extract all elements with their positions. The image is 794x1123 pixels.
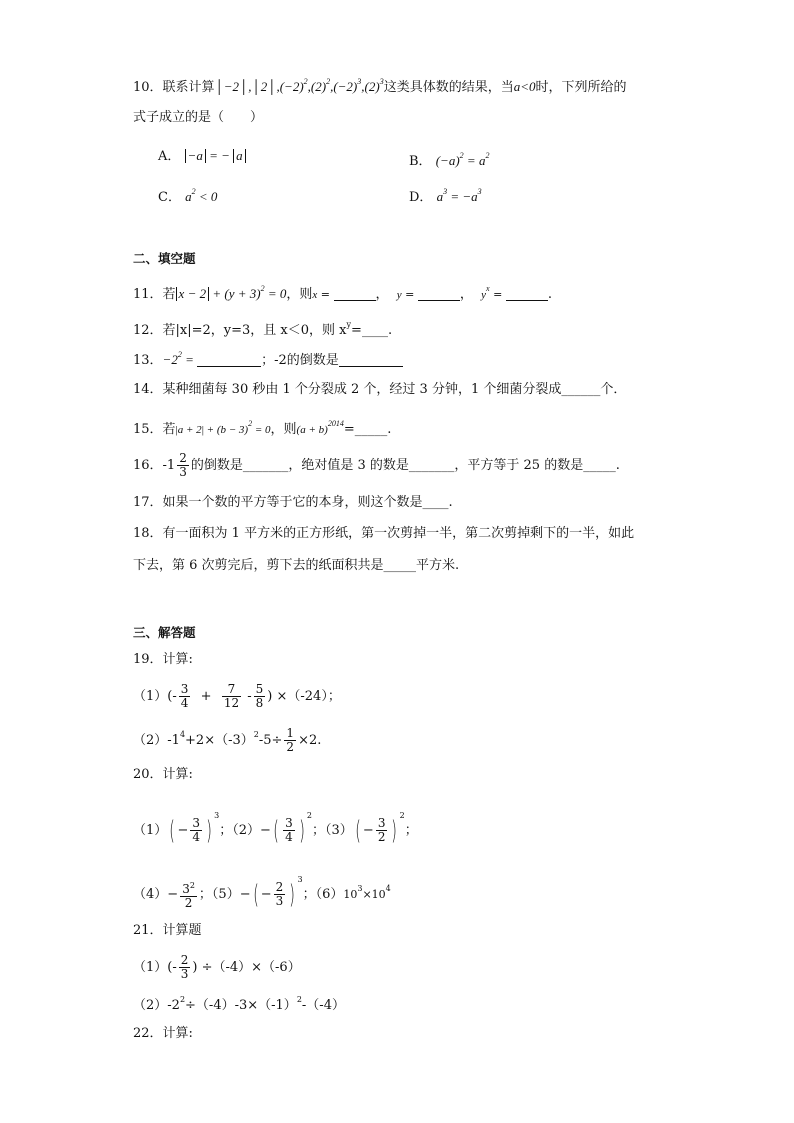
q11-blank-x[interactable] [334,286,376,301]
q15-tail: =_____. [343,422,392,437]
option-a-label: A． [158,149,181,164]
q10-line1 [133,72,627,98]
q21-part1 [133,954,301,981]
q20-frac-c: $\frac{3}{2}$ [377,816,386,844]
q16-number: 16．-1 [133,458,176,473]
q12-text: 12．若|x|=2，y=3，且 x＜0，则 x [133,323,347,338]
q15 [133,414,391,440]
q19-p2-exp2: 2 [253,730,259,739]
q19-frac-3: $\frac{5}{8}$ [255,682,264,710]
q20-exp-a: 3 [214,811,220,820]
option-c-label: C． [158,190,181,205]
q21-p2-mid: ÷（-4）-3×（-1） [185,998,297,1013]
q19-p2-pre: （2）-1 [133,733,180,748]
q10-number: 10． [133,80,163,95]
q20-p6: ；（6） [302,887,344,902]
q19-frac-2: $\frac{7}{12}$ [223,682,240,710]
q20-times: × [362,888,372,901]
q20-base-2: 10 [371,888,386,901]
q20-exp-b: 2 [306,811,312,820]
q19-frac-1: $\frac{3}{4}$ [180,682,189,710]
q20-exp-f1: 3 [357,884,363,893]
q14: 14．某种细菌每 30 秒由 1 个分裂成 2 个，经过 3 分钟，1 个细菌分裂成______个． [133,382,627,397]
option-c-expr: $a^2 < 0$ [185,187,218,204]
q19-p2-exp: 4 [179,730,186,739]
q20-exp-e: 3 [297,875,303,884]
q15-then: ，则 [270,422,297,437]
q19-frac-4: $\frac{1}{2}$ [286,726,295,754]
q13-expr: $-2^2$ = [162,350,198,367]
section-fill-blank-title: 二、填空题 [133,251,196,266]
q11-y: y [396,289,402,301]
q13-blank-1[interactable] [197,352,261,367]
q19-title: 19．计算: [133,652,193,667]
q20-frac-a: $\frac{3}{4}$ [192,816,200,844]
q19-minus: - [247,689,252,704]
q21-p2-exp2: 2 [296,995,302,1004]
q20-p1: （1） [133,823,168,838]
q16-fraction: $\frac{2}{3}$ [179,451,187,479]
q19-p1-pre: （1）(- [133,689,177,704]
q13-number: 13． [133,353,163,368]
q19-p2-mid: +2×（-3） [185,733,254,748]
q13-blank-2[interactable] [339,352,403,367]
q18-line2: 下去，第 6 次剪完后，剪下去的纸面积共是_____平方米. [133,558,460,573]
q16-text: 的倒数是_______，绝对值是 3 的数是_______，平方等于 25 的数是_____. [190,458,620,473]
q11-blank-yx[interactable] [506,286,548,301]
q21-p2-exp: 2 [179,995,186,1004]
q11-blank-y[interactable] [418,286,460,301]
q21-frac: $\frac{2}{3}$ [180,953,189,981]
q21-p2: （2）-2 [133,998,180,1013]
q20-base-1: 10 [343,888,358,901]
q19-p2-post: ×2. [298,733,322,748]
q11-number: 11．若 [133,287,176,302]
q21-title: 21．计算题 [133,923,202,938]
q20-frac-d: $\frac{3^2}{2}$ [182,881,195,910]
q17: 17．如果一个数的平方等于它的本身，则这个数是____. [133,495,453,510]
q12 [133,315,392,341]
q20-row2: （4）− $\frac{3^2}{2}$ ；（5）−( − $\frac{2}{3}$ ) $^3$；$(6)10^3\times 10^4$ [133,875,391,910]
option-b-expr: $(-a)^2 = a^2$ [435,151,490,168]
option-b-label: B． [409,154,432,169]
q16 [133,452,620,479]
q21-p1-post: ) ÷（-4）×（-6） [192,960,301,975]
q21-p1-pre: （1）(- [133,960,177,975]
q10-option-c [158,182,217,208]
q19-part1 [133,683,341,710]
q19-part2 [133,725,321,754]
q10-text-b: 这类具体数的结果，当 [383,80,514,95]
q19-p1-post: ) ×（-24）； [267,689,341,704]
q18-line1: 18．有一面积为 1 平方米的正方形纸，第一次剪掉一半，第二次剪掉剩下的一半，如此 [133,526,635,541]
q20-exp-f2: 4 [385,884,391,893]
q21-part2 [133,990,345,1016]
option-d-label: D． [409,190,433,205]
q20-p5: ；（5） [198,887,240,902]
q10-option-d [409,182,482,208]
q13 [133,345,403,371]
q11-then: ，则 [286,287,313,302]
q10-condition: a<0 [513,79,536,94]
q15-condition: $|a + 2| + (b - 3)^2 = 0$ [175,419,271,436]
q15-expr: $(a + b)^{2014}$ [296,419,344,436]
q10-option-a [158,146,246,167]
q20-row1: （1）( − $\frac{3}{4}$ ) $^3$；（2）−( $\frac{3}{4}$ ) $^2$；（3）( − $\frac{3}{2}$ ) $^2$； [133,811,418,846]
q20-title: 20．计算: [133,767,193,782]
q12-tail: =____. [351,323,393,338]
q20-p3: ；（3） [311,823,353,838]
option-a-expr: −a = − a [185,148,246,163]
q20-frac-b: $\frac{3}{4}$ [285,816,293,844]
section-answer-title: 三、解答题 [133,625,196,640]
q10-expressions: $│-2│,│2│,(-2)^2,(2)^2,(-2)^3,(2)^3$ [214,77,384,94]
q15-number: 15．若 [133,422,176,437]
option-d-expr: $a^3 = -a^3$ [436,187,482,204]
q10-text: 联系计算 [162,80,215,95]
q20-p4: （4） [133,887,168,902]
q15-exponent: 2014 [327,419,344,428]
q20-p2: ；（2） [219,823,261,838]
q20-frac-e: $\frac{2}{3}$ [275,880,284,908]
q21-p2-post: -（-4） [301,998,345,1013]
q11: 11．若 $x - 2 + (y + 3)^2 = 0$，则x = ， y = ， $y^x$ = . [133,284,552,302]
q12-sup: y [346,320,352,329]
q11-y-power: y [481,289,487,301]
q22-title: 22．计算: [133,1026,193,1041]
q19-p2-mid2: -5÷ [258,733,283,748]
q10-text-c: 时，下列所给的 [535,80,627,95]
q19-plus: + [200,689,212,704]
q11-x: x [312,289,318,301]
q13-mid: ；-2的倒数是 [261,353,339,368]
q10-option-b [409,146,489,172]
q11-condition: $x - 2 + (y + 3)^2 = 0$ [176,286,287,301]
q10-line2: 式子成立的是（ ） [133,110,264,125]
q20-exp-c: 2 [399,811,405,820]
